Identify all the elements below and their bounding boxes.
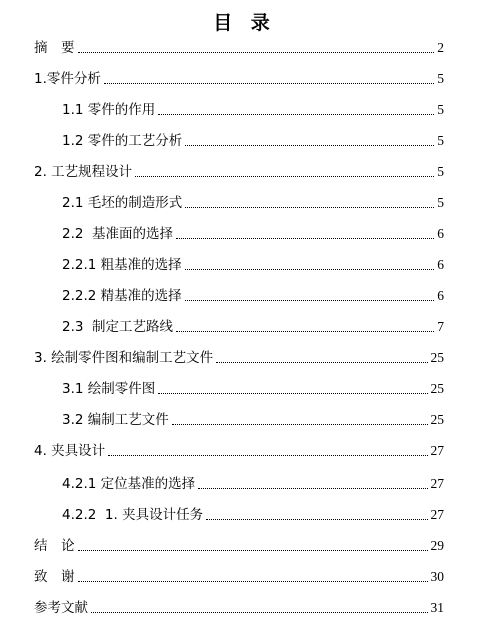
- toc-entry-label: 1.2 零件的工艺分析: [62, 133, 183, 149]
- toc-entry-page: 27: [430, 476, 444, 491]
- toc-entry-label: 4.2.2 1. 夹具设计任务: [62, 507, 204, 523]
- toc-entry-page: 5: [437, 133, 444, 148]
- dot-leader: [104, 82, 434, 84]
- toc-entry-acknowledgement[interactable]: [34, 567, 444, 585]
- toc-entry-4[interactable]: [34, 441, 444, 459]
- dot-leader: [135, 175, 434, 177]
- toc-entry-label: 4. 夹具设计: [34, 443, 106, 459]
- dot-leader: [185, 206, 434, 208]
- toc-entry-label: 摘 要: [34, 40, 75, 56]
- toc-entry-label: 3.2 编制工艺文件: [62, 412, 169, 428]
- toc-entry-references[interactable]: [34, 598, 444, 616]
- toc-entry-page: 25: [430, 381, 444, 396]
- dot-leader: [198, 487, 427, 489]
- toc-entry-1-2[interactable]: [62, 131, 444, 149]
- toc-entry-abstract[interactable]: [34, 38, 444, 56]
- dot-leader: [185, 144, 434, 146]
- dot-leader: [158, 392, 427, 394]
- toc-entry-2[interactable]: [34, 162, 444, 180]
- toc-entry-page: 27: [430, 443, 444, 458]
- toc-entry-label: 1.1 零件的作用: [62, 102, 156, 118]
- dot-leader: [176, 237, 434, 239]
- toc-entry-label: 2.2.2 精基准的选择: [62, 288, 182, 304]
- dot-leader: [185, 268, 435, 270]
- dot-leader: [216, 361, 427, 363]
- toc-entry-label: 3.1 绘制零件图: [62, 381, 156, 397]
- toc-entry-label: 3. 绘制零件图和编制工艺文件: [34, 350, 214, 366]
- dot-leader: [78, 51, 435, 53]
- dot-leader: [185, 299, 435, 301]
- toc-entry-page: 5: [437, 195, 444, 210]
- toc-entry-label: 1.零件分析: [34, 71, 101, 87]
- toc-entry-4-2-2[interactable]: [62, 505, 444, 523]
- toc-entry-label: 4.2.1 定位基准的选择: [62, 476, 196, 492]
- dot-leader: [78, 549, 428, 551]
- toc-entry-page: 27: [430, 507, 444, 522]
- toc-title: 目 录: [213, 12, 276, 34]
- toc-entry-page: 5: [437, 102, 444, 117]
- toc-entry-page: 5: [437, 164, 444, 179]
- toc-entry-label: 2.1 毛坯的制造形式: [62, 195, 183, 211]
- toc-entry-label: 2.2 基准面的选择: [62, 226, 174, 242]
- toc-entry-3-2[interactable]: [62, 410, 444, 428]
- toc-entry-page: 6: [437, 257, 444, 272]
- toc-entry-page: 30: [430, 569, 444, 584]
- toc-entry-conclusion[interactable]: [34, 536, 444, 554]
- toc-entry-page: 5: [437, 71, 444, 86]
- toc-entry-label: 2.2.1 粗基准的选择: [62, 257, 182, 273]
- toc-entry-3-1[interactable]: [62, 379, 444, 397]
- toc-entry-page: 6: [437, 226, 444, 241]
- dot-leader: [158, 113, 434, 115]
- dot-leader: [108, 454, 427, 456]
- toc-entry-label: 2. 工艺规程设计: [34, 164, 133, 180]
- dot-leader: [206, 518, 427, 520]
- dot-leader: [176, 330, 434, 332]
- toc-entry-page: 6: [437, 288, 444, 303]
- dot-leader: [78, 580, 428, 582]
- toc-entry-label: 结 论: [34, 538, 75, 554]
- toc-entry-1[interactable]: [34, 69, 444, 87]
- toc-entry-page: 25: [430, 350, 444, 365]
- dot-leader: [172, 423, 428, 425]
- toc-entry-4-2-1[interactable]: [62, 474, 444, 492]
- toc-entry-1-1[interactable]: [62, 100, 444, 118]
- toc-entry-3[interactable]: [34, 348, 444, 366]
- toc-entry-page: 7: [437, 319, 444, 334]
- toc-entry-label: 参考文献: [34, 600, 88, 616]
- toc-entry-page: 2: [437, 40, 444, 55]
- toc-entry-2-1[interactable]: [62, 193, 444, 211]
- toc-entry-label: 2.3 制定工艺路线: [62, 319, 174, 335]
- toc-entry-page: 31: [430, 600, 444, 615]
- toc-entry-2-3[interactable]: [62, 317, 444, 335]
- toc-entry-2-2-1[interactable]: [62, 255, 444, 273]
- toc-entry-page: 25: [430, 412, 444, 427]
- toc-entry-2-2[interactable]: [62, 224, 444, 242]
- dot-leader: [91, 611, 428, 613]
- toc-entry-page: 29: [430, 538, 444, 553]
- toc-entry-2-2-2[interactable]: [62, 286, 444, 304]
- toc-entry-label: 致 谢: [34, 569, 75, 585]
